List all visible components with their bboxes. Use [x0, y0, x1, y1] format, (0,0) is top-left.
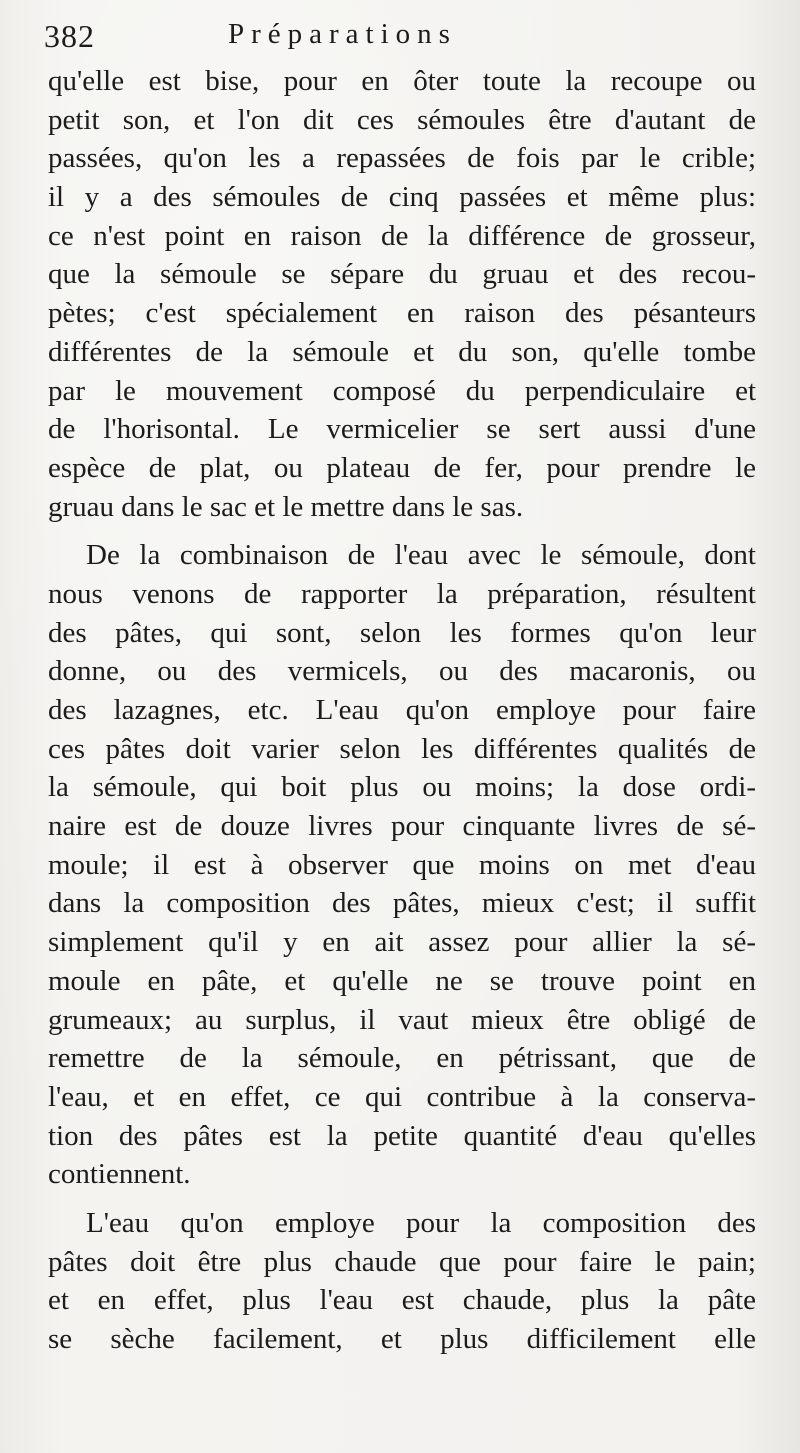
text-line: simplement qu'il y en ait assez pour allier la sé-: [48, 926, 756, 959]
text-line: la sémoule, qui boit plus ou moins; la dose ordi-: [48, 771, 756, 804]
text-line: petit son, et l'on dit ces sémoules être d'autant de: [48, 103, 756, 136]
page-header: [44, 14, 760, 58]
paragraph: [48, 536, 756, 1194]
text-line: l'eau, et en effet, ce qui contribue à la conserva-: [48, 1080, 756, 1113]
text-line: espèce de plat, ou plateau de fer, pour prendre le: [48, 451, 756, 484]
text-line: tion des pâtes est la petite quantité d'eau qu'elles: [48, 1119, 756, 1152]
text-line: et en effet, plus l'eau est chaude, plus la pâte: [48, 1284, 756, 1317]
text-line: moule; il est à observer que moins on met d'eau: [48, 848, 756, 881]
page-number: 382: [44, 18, 95, 54]
text-line: qu'elle est bise, pour en ôter toute la recoupe ou: [48, 65, 756, 97]
text-line: contiennent.: [48, 1158, 191, 1191]
text-line: se sèche facilement, et plus difficilement elle: [48, 1323, 756, 1355]
text-line: donne, ou des vermicels, ou des macaronis, ou: [48, 655, 756, 688]
running-head: Préparations: [228, 18, 457, 50]
text-line: des lazagnes, etc. L'eau qu'on employe pour faire: [48, 694, 756, 726]
text-line: pâtes doit être plus chaude que pour faire le pain;: [48, 1245, 756, 1278]
text-line: De la combinaison de l'eau avec le sémoule, dont: [86, 539, 756, 572]
text-line: L'eau qu'on employe pour la composition des: [86, 1206, 756, 1239]
text-line: remettre de la sémoule, en pétrissant, que de: [48, 1042, 756, 1075]
text-line: naire est de douze livres pour cinquante livres de sé-: [48, 810, 756, 843]
text-line: des pâtes, qui sont, selon les formes qu'on leur: [48, 616, 756, 649]
text-line: moule en pâte, et qu'elle ne se trouve point en: [48, 964, 756, 997]
text-line: par le mouvement composé du perpendiculaire et: [48, 374, 756, 407]
text-line: dans la composition des pâtes, mieux c'est; il suffit: [48, 887, 756, 920]
paragraph: [48, 1204, 756, 1359]
text-line: pètes; c'est spécialement en raison des pésanteurs: [48, 297, 756, 330]
text-line: de l'horisontal. Le vermicelier se sert aussi d'une: [48, 413, 756, 446]
text-line: passées, qu'on les a repassées de fois par le crible;: [48, 142, 756, 175]
body-text: [48, 62, 756, 1359]
text-line: grumeaux; au surplus, il vaut mieux être obligé de: [48, 1003, 756, 1036]
text-line: ces pâtes doit varier selon les différentes qualités de: [48, 732, 756, 765]
paragraph: [48, 62, 756, 526]
text-line: différentes de la sémoule et du son, qu'elle tombe: [48, 335, 756, 368]
text-line: gruau dans le sac et le mettre dans le sas.: [48, 490, 524, 523]
text-line: il y a des sémoules de cinq passées et même plus:: [48, 181, 756, 214]
text-line: nous venons de rapporter la préparation, résultent: [48, 577, 756, 610]
text-line: ce n'est point en raison de la différence de grosseur,: [48, 219, 756, 252]
text-line: que la sémoule se sépare du gruau et des recou-: [48, 258, 756, 291]
